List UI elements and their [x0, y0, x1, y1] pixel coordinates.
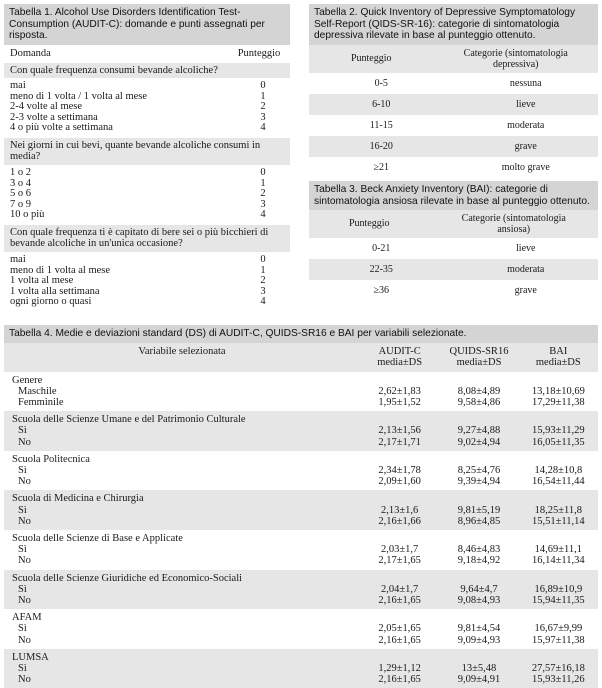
table4-row [4, 386, 598, 397]
table4-bai-value: 14,69±11,1 [519, 544, 598, 555]
table2-category: grave [454, 141, 599, 152]
table1-answer-row [4, 168, 290, 179]
table4-row [4, 544, 598, 555]
table4-col-bai-sub: media±DS [519, 357, 598, 369]
table4-section-title: Scuola delle Scienze di Base e Applicate [4, 533, 360, 544]
table4-bai-value: 17,29±11,38 [519, 397, 598, 408]
table2-header [309, 45, 598, 73]
table1-answer-group [4, 78, 290, 138]
table1-answer-label: 1 o 2 [10, 168, 254, 179]
table4-quids-value: 9,08±4,93 [439, 595, 518, 606]
table3-category: lieve [454, 243, 599, 254]
table4-section-title: Scuola delle Scienze Umane e del Patrimonio Culturale [4, 414, 360, 425]
table4-quids-value: 8,08±4,89 [439, 386, 518, 397]
table4-bai-value: 15,94±11,35 [519, 595, 598, 606]
table4-row-label: Femminile [4, 397, 360, 408]
table1-answer-label: 2-3 volte a settimana [10, 113, 254, 124]
table2-score: ≥21 [309, 162, 454, 173]
table4-section [4, 530, 598, 570]
table4-section-title: Scuola Politecnica [4, 454, 360, 465]
table2-caption: Tabella 2. Quick Inventory of Depressive Symptomatology Self-Report (QIDS-SR-16): categorie di sintomatologia depressiva rilevate in base al punteggio ottenuto. [309, 4, 598, 45]
table4-row-label: No [4, 516, 360, 527]
table4-section [4, 451, 598, 491]
table4-section-title: AFAM [4, 612, 360, 623]
table1-header [4, 45, 290, 63]
table4-audit-value: 2,17±1,65 [360, 555, 439, 566]
table4-bai-value: 14,28±10,8 [519, 465, 598, 476]
table4-audit-value: 2,13±1,6 [360, 505, 439, 516]
table2-row [309, 73, 598, 94]
table3-score: ≥36 [309, 285, 454, 296]
table4-caption: Tabella 4. Medie e deviazioni standard (DS) di AUDIT-C, QUIDS-SR16 e BAI per variabili selezionate. [4, 325, 598, 343]
table1-question: Nei giorni in cui bevi, quante bevande alcoliche consumi in media? [4, 138, 290, 165]
table2-category: moderata [454, 120, 599, 131]
table1-answer-score: 4 [254, 297, 272, 308]
table4-quids-value: 8,96±4,85 [439, 516, 518, 527]
table4-audit-value: 2,17±1,71 [360, 437, 439, 448]
table1-answer-row [4, 81, 290, 92]
table4-section-title: LUMSA [4, 652, 360, 663]
table4-quids-value: 9,81±5,19 [439, 505, 518, 516]
table1-caption: Tabella 1. Alcohol Use Disorders Identification Test-Consumption (AUDIT-C): domande e punti assegnati per risposta. [4, 4, 290, 45]
table1-answer-label: mai [10, 81, 254, 92]
table2-row [309, 115, 598, 136]
table4-quids-value: 9,58±4,86 [439, 397, 518, 408]
table4-bai-value: 15,51±11,14 [519, 516, 598, 527]
table4-row-label: No [4, 674, 360, 685]
table1-answer-row [4, 179, 290, 190]
table4-section [4, 570, 598, 610]
table2 [309, 4, 598, 162]
table4-row [4, 437, 598, 448]
table4-audit-value: 2,16±1,65 [360, 674, 439, 685]
table1-answer-label: meno di 1 volta al mese [10, 266, 254, 277]
table4-audit-value: 2,62±1,83 [360, 386, 439, 397]
table1-answer-label: 3 o 4 [10, 179, 254, 190]
table4-quids-value: 9,27±4,88 [439, 425, 518, 436]
table4-audit-value: 1,95±1,52 [360, 397, 439, 408]
table2-body [309, 73, 598, 178]
table3-col-categorie: Categorie (sintomatologia ansiosa) [430, 213, 599, 235]
table4-quids-value: 9,02±4,94 [439, 437, 518, 448]
table4-row-label: Sì [4, 505, 360, 516]
table4-section [4, 490, 598, 530]
table4-row-label: No [4, 555, 360, 566]
table4-audit-value: 2,34±1,78 [360, 465, 439, 476]
table4-quids-value: 9,09±4,93 [439, 635, 518, 646]
table4-row-label: No [4, 595, 360, 606]
table4-section-title-row [4, 493, 598, 504]
table1-answer-row [4, 189, 290, 200]
table1-answer-label: 10 o più [10, 210, 254, 221]
table4-section-title: Scuola delle Scienze Giuridiche ed Economico-Sociali [4, 573, 360, 584]
table2-row [309, 94, 598, 115]
table2-score: 16-20 [309, 141, 454, 152]
table4-row-label: Sì [4, 584, 360, 595]
table3-category: grave [454, 285, 599, 296]
table4-row [4, 595, 598, 606]
table1-answer-group [4, 165, 290, 225]
table4-bai-value: 18,25±11,8 [519, 505, 598, 516]
table1 [4, 4, 290, 318]
table4-body [4, 372, 598, 688]
table4-row [4, 584, 598, 595]
table4-section [4, 609, 598, 649]
table4-bai-value: 13,18±10,69 [519, 386, 598, 397]
table4-section-title-row [4, 533, 598, 544]
table1-answer-score: 3 [254, 200, 272, 211]
table4-row [4, 425, 598, 436]
table4-section [4, 411, 598, 451]
table4-col-quids-sub: media±DS [439, 357, 518, 369]
table1-answer-row [4, 297, 290, 308]
table3-col-punteggio: Punteggio [309, 213, 430, 235]
table3 [309, 181, 598, 294]
table4-bai-value: 16,89±10,9 [519, 584, 598, 595]
table1-question: Con quale frequenza ti è capitato di bere sei o più bicchieri di bevande alcoliche in un'unica occasione? [4, 225, 290, 252]
table1-answer-label: 1 volta al mese [10, 276, 254, 287]
table4-quids-value: 8,46±4,83 [439, 544, 518, 555]
table4-col-audit [360, 346, 439, 369]
table4 [4, 325, 598, 675]
table4-audit-value: 1,29±1,12 [360, 663, 439, 674]
table1-answer-group [4, 252, 290, 312]
table1-answer-label: meno di 1 volta / 1 volta al mese [10, 92, 254, 103]
table3-caption: Tabella 3. Beck Anxiety Inventory (BAI): categorie di sintomatologia ansiosa rilevate in base al punteggio ottenuto. [309, 181, 598, 210]
table1-answer-score: 1 [254, 92, 272, 103]
table4-quids-value: 8,25±4,76 [439, 465, 518, 476]
table4-audit-value: 2,16±1,65 [360, 635, 439, 646]
table3-body [309, 238, 598, 301]
table4-header [4, 343, 598, 372]
table3-row [309, 238, 598, 259]
table4-row-label: Sì [4, 663, 360, 674]
table1-answer-score: 1 [254, 179, 272, 190]
table2-category: lieve [454, 99, 599, 110]
table4-quids-value: 9,39±4,94 [439, 476, 518, 487]
table1-col-punteggio: Punteggio [234, 48, 284, 60]
table4-row [4, 623, 598, 634]
table4-quids-value: 9,64±4,7 [439, 584, 518, 595]
table1-answer-score: 0 [254, 255, 272, 266]
table4-col-bai-label: BAI [519, 346, 598, 358]
table4-bai-value: 16,54±11,44 [519, 476, 598, 487]
table1-answer-row [4, 123, 290, 134]
table4-audit-value: 2,03±1,7 [360, 544, 439, 555]
table1-answer-score: 2 [254, 276, 272, 287]
table4-col-bai [519, 346, 598, 369]
table1-answer-row [4, 255, 290, 266]
table4-row [4, 635, 598, 646]
table4-audit-value: 2,16±1,66 [360, 516, 439, 527]
table2-row [309, 136, 598, 157]
table1-answer-score: 3 [254, 287, 272, 298]
table4-row [4, 505, 598, 516]
table4-row [4, 674, 598, 685]
table1-answer-label: 2-4 volte al mese [10, 102, 254, 113]
table4-row-label: Sì [4, 425, 360, 436]
table2-col-punteggio: Punteggio [309, 48, 434, 70]
table4-section-title: Genere [4, 375, 360, 386]
table1-answer-score: 0 [254, 168, 272, 179]
table4-row-label: Maschile [4, 386, 360, 397]
table1-answer-row [4, 210, 290, 221]
table1-answer-row [4, 200, 290, 211]
table4-audit-value: 2,16±1,65 [360, 595, 439, 606]
table3-category: moderata [454, 264, 599, 275]
table4-col-quids-label: QUIDS-SR16 [439, 346, 518, 358]
table2-score: 11-15 [309, 120, 454, 131]
table4-row [4, 476, 598, 487]
table1-answer-label: mai [10, 255, 254, 266]
table4-row [4, 516, 598, 527]
table1-answer-label: 4 o più volte a settimana [10, 123, 254, 134]
table1-answer-score: 2 [254, 189, 272, 200]
table4-section-title-row [4, 375, 598, 386]
table4-section-title: Scuola di Medicina e Chirurgia [4, 493, 360, 504]
table4-row [4, 397, 598, 408]
table1-answer-score: 1 [254, 266, 272, 277]
table1-col-domanda: Domanda [10, 48, 234, 60]
table2-score: 6-10 [309, 99, 454, 110]
table4-quids-value: 9,18±4,92 [439, 555, 518, 566]
table4-audit-value: 2,04±1,7 [360, 584, 439, 595]
table4-audit-value: 2,13±1,56 [360, 425, 439, 436]
table4-row [4, 555, 598, 566]
table1-answer-label: ogni giorno o quasi [10, 297, 254, 308]
table3-score: 0-21 [309, 243, 454, 254]
table4-row-label: Sì [4, 465, 360, 476]
table4-row [4, 465, 598, 476]
table3-score: 22-35 [309, 264, 454, 275]
table1-answer-score: 4 [254, 210, 272, 221]
table1-answer-label: 7 o 9 [10, 200, 254, 211]
table4-row-label: No [4, 437, 360, 448]
table4-quids-value: 9,81±4,54 [439, 623, 518, 634]
table4-bai-value: 15,93±11,26 [519, 674, 598, 685]
table4-section-title-row [4, 652, 598, 663]
table4-section-title-row [4, 454, 598, 465]
table4-row-label: Sì [4, 544, 360, 555]
table2-category: molto grave [454, 162, 599, 173]
table2-category: nessuna [454, 78, 599, 89]
table4-col-audit-label: AUDIT-C [360, 346, 439, 358]
table4-col-quids [439, 346, 518, 369]
table4-col-audit-sub: media±DS [360, 357, 439, 369]
table4-section-title-row [4, 414, 598, 425]
table2-score: 0-5 [309, 78, 454, 89]
table3-row [309, 259, 598, 280]
table4-quids-value: 13±5,48 [439, 663, 518, 674]
table1-answer-score: 0 [254, 81, 272, 92]
table4-audit-value: 2,09±1,60 [360, 476, 439, 487]
table4-bai-value: 16,14±11,34 [519, 555, 598, 566]
table4-bai-value: 27,57±16,18 [519, 663, 598, 674]
table4-row-label: Sì [4, 623, 360, 634]
table3-row [309, 280, 598, 301]
table4-section-title-row [4, 573, 598, 584]
table4-section [4, 372, 598, 412]
table3-header [309, 210, 598, 238]
table4-quids-value: 9,09±4,91 [439, 674, 518, 685]
table1-answer-label: 1 volta alla settimana [10, 287, 254, 298]
table1-answer-score: 4 [254, 123, 272, 134]
table1-answer-score: 3 [254, 113, 272, 124]
table2-col-categorie: Categorie (sintomatologia depressiva) [434, 48, 599, 70]
table1-answer-label: 5 o 6 [10, 189, 254, 200]
table4-col-variabile: Variabile selezionata [4, 346, 360, 369]
table1-answer-score: 2 [254, 102, 272, 113]
table4-row-label: No [4, 635, 360, 646]
table4-bai-value: 15,97±11,38 [519, 635, 598, 646]
table1-question: Con quale frequenza consumi bevande alcoliche? [4, 63, 290, 79]
table4-bai-value: 16,67±9,99 [519, 623, 598, 634]
table4-section [4, 649, 598, 688]
table4-bai-value: 15,93±11,29 [519, 425, 598, 436]
table4-row [4, 663, 598, 674]
table4-audit-value: 2,05±1,65 [360, 623, 439, 634]
table2-row [309, 157, 598, 178]
table4-row-label: No [4, 476, 360, 487]
table1-body [4, 63, 290, 312]
table4-section-title-row [4, 612, 598, 623]
table4-bai-value: 16,05±11,35 [519, 437, 598, 448]
